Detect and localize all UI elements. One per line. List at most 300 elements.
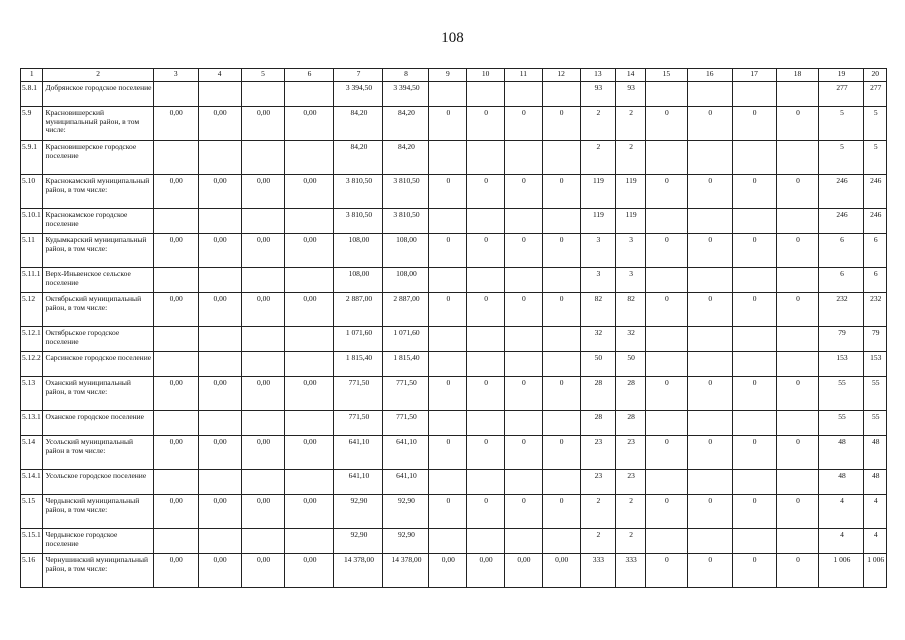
value-cell: 0 bbox=[505, 293, 543, 327]
value-cell: 153 bbox=[819, 352, 864, 377]
value-cell: 6 bbox=[864, 234, 887, 268]
value-cell bbox=[542, 141, 580, 175]
value-cell: 0 bbox=[687, 175, 732, 209]
value-cell: 50 bbox=[580, 352, 616, 377]
value-cell: 0,00 bbox=[241, 495, 285, 529]
value-cell: 0 bbox=[776, 175, 819, 209]
value-cell: 246 bbox=[819, 175, 864, 209]
value-cell: 79 bbox=[819, 327, 864, 352]
value-cell bbox=[542, 268, 580, 293]
value-cell bbox=[467, 82, 505, 107]
value-cell bbox=[645, 327, 687, 352]
value-cell bbox=[429, 529, 467, 554]
row-code-cell: 5.9 bbox=[21, 107, 43, 141]
value-cell bbox=[687, 141, 732, 175]
value-cell: 0,00 bbox=[198, 175, 241, 209]
value-cell bbox=[241, 352, 285, 377]
row-name-cell: Чернушинский муниципальный район, в том числе: bbox=[43, 554, 153, 588]
value-cell: 0,00 bbox=[198, 554, 241, 588]
column-header: 12 bbox=[542, 69, 580, 82]
value-cell: 2 bbox=[616, 141, 646, 175]
value-cell: 23 bbox=[580, 470, 616, 495]
value-cell bbox=[776, 352, 819, 377]
value-cell bbox=[198, 411, 241, 436]
value-cell bbox=[687, 470, 732, 495]
row-name-cell: Кудымкарский муниципальный район, в том числе: bbox=[43, 234, 153, 268]
table-row bbox=[21, 529, 887, 554]
value-cell: 82 bbox=[580, 293, 616, 327]
column-header: 16 bbox=[687, 69, 732, 82]
value-cell: 48 bbox=[864, 470, 887, 495]
row-name-cell: Чердынское городское поселение bbox=[43, 529, 153, 554]
value-cell: 3 394,50 bbox=[383, 82, 429, 107]
value-cell: 32 bbox=[580, 327, 616, 352]
value-cell: 1 815,40 bbox=[383, 352, 429, 377]
value-cell bbox=[241, 141, 285, 175]
value-cell bbox=[429, 470, 467, 495]
table-row bbox=[21, 268, 887, 293]
value-cell: 0,00 bbox=[285, 554, 334, 588]
value-cell bbox=[732, 327, 776, 352]
value-cell: 277 bbox=[819, 82, 864, 107]
column-header: 4 bbox=[198, 69, 241, 82]
value-cell bbox=[776, 529, 819, 554]
value-cell: 0 bbox=[429, 495, 467, 529]
value-cell: 108,00 bbox=[383, 268, 429, 293]
row-code-cell: 5.11 bbox=[21, 234, 43, 268]
value-cell: 2 bbox=[580, 529, 616, 554]
value-cell: 641,10 bbox=[383, 470, 429, 495]
value-cell bbox=[198, 82, 241, 107]
value-cell bbox=[467, 327, 505, 352]
table-row bbox=[21, 209, 887, 234]
value-cell: 28 bbox=[616, 377, 646, 411]
value-cell bbox=[542, 529, 580, 554]
column-header: 9 bbox=[429, 69, 467, 82]
value-cell bbox=[645, 529, 687, 554]
value-cell bbox=[285, 411, 334, 436]
value-cell: 6 bbox=[819, 268, 864, 293]
value-cell: 0,00 bbox=[198, 377, 241, 411]
value-cell: 93 bbox=[580, 82, 616, 107]
value-cell: 5 bbox=[864, 107, 887, 141]
value-cell: 333 bbox=[616, 554, 646, 588]
value-cell bbox=[505, 411, 543, 436]
value-cell bbox=[776, 141, 819, 175]
value-cell: 0 bbox=[467, 175, 505, 209]
table-row bbox=[21, 234, 887, 268]
value-cell: 3 bbox=[580, 268, 616, 293]
value-cell: 0,00 bbox=[241, 234, 285, 268]
value-cell bbox=[732, 82, 776, 107]
value-cell: 0,00 bbox=[198, 293, 241, 327]
column-header: 7 bbox=[334, 69, 383, 82]
value-cell bbox=[542, 352, 580, 377]
value-cell: 0,00 bbox=[153, 175, 198, 209]
value-cell: 246 bbox=[819, 209, 864, 234]
value-cell: 153 bbox=[864, 352, 887, 377]
value-cell: 0 bbox=[645, 377, 687, 411]
value-cell: 0 bbox=[429, 377, 467, 411]
table-row bbox=[21, 352, 887, 377]
value-cell bbox=[198, 470, 241, 495]
table-row bbox=[21, 82, 887, 107]
page-number: 108 bbox=[441, 30, 464, 46]
table-row bbox=[21, 175, 887, 209]
value-cell bbox=[687, 327, 732, 352]
value-cell: 0,00 bbox=[198, 436, 241, 470]
value-cell bbox=[241, 209, 285, 234]
value-cell bbox=[687, 268, 732, 293]
value-cell bbox=[732, 529, 776, 554]
value-cell: 55 bbox=[864, 411, 887, 436]
value-cell: 0 bbox=[542, 107, 580, 141]
value-cell: 0 bbox=[645, 107, 687, 141]
value-cell bbox=[198, 209, 241, 234]
value-cell: 0 bbox=[732, 293, 776, 327]
value-cell: 84,20 bbox=[383, 107, 429, 141]
value-cell: 0 bbox=[467, 436, 505, 470]
value-cell: 0,00 bbox=[153, 495, 198, 529]
value-cell: 0 bbox=[732, 377, 776, 411]
value-cell bbox=[241, 327, 285, 352]
value-cell: 0,00 bbox=[241, 436, 285, 470]
value-cell bbox=[153, 470, 198, 495]
value-cell: 0 bbox=[467, 495, 505, 529]
column-header: 20 bbox=[864, 69, 887, 82]
value-cell bbox=[241, 411, 285, 436]
value-cell: 55 bbox=[819, 377, 864, 411]
value-cell bbox=[285, 209, 334, 234]
value-cell: 2 887,00 bbox=[334, 293, 383, 327]
value-cell bbox=[198, 529, 241, 554]
column-header: 13 bbox=[580, 69, 616, 82]
value-cell bbox=[429, 352, 467, 377]
value-cell: 119 bbox=[580, 175, 616, 209]
row-code-cell: 5.14 bbox=[21, 436, 43, 470]
row-code-cell: 5.14.1 bbox=[21, 470, 43, 495]
column-header: 1 bbox=[21, 69, 43, 82]
table-row bbox=[21, 436, 887, 470]
value-cell: 92,90 bbox=[383, 495, 429, 529]
row-name-cell: Оханское городское поселение bbox=[43, 411, 153, 436]
value-cell bbox=[505, 327, 543, 352]
value-cell bbox=[153, 411, 198, 436]
value-cell bbox=[542, 411, 580, 436]
value-cell bbox=[153, 529, 198, 554]
value-cell: 0,00 bbox=[542, 554, 580, 588]
value-cell bbox=[732, 209, 776, 234]
value-cell: 0 bbox=[732, 107, 776, 141]
row-code-cell: 5.15.1 bbox=[21, 529, 43, 554]
value-cell bbox=[687, 209, 732, 234]
row-code-cell: 5.13.1 bbox=[21, 411, 43, 436]
value-cell: 0 bbox=[776, 495, 819, 529]
value-cell: 0,00 bbox=[467, 554, 505, 588]
value-cell: 0 bbox=[505, 175, 543, 209]
value-cell: 0,00 bbox=[198, 107, 241, 141]
row-name-cell: Октябрьское городское поселение bbox=[43, 327, 153, 352]
table-row bbox=[21, 377, 887, 411]
value-cell: 0,00 bbox=[153, 107, 198, 141]
row-code-cell: 5.16 bbox=[21, 554, 43, 588]
value-cell: 0 bbox=[505, 377, 543, 411]
value-cell: 1 071,60 bbox=[334, 327, 383, 352]
value-cell: 0,00 bbox=[153, 436, 198, 470]
value-cell: 4 bbox=[819, 529, 864, 554]
value-cell bbox=[198, 352, 241, 377]
value-cell: 641,10 bbox=[334, 470, 383, 495]
value-cell: 3 810,50 bbox=[383, 175, 429, 209]
value-cell: 0 bbox=[776, 554, 819, 588]
row-code-cell: 5.11.1 bbox=[21, 268, 43, 293]
value-cell: 771,50 bbox=[334, 377, 383, 411]
value-cell bbox=[285, 352, 334, 377]
value-cell bbox=[429, 411, 467, 436]
value-cell bbox=[776, 327, 819, 352]
value-cell bbox=[687, 352, 732, 377]
value-cell bbox=[467, 268, 505, 293]
value-cell: 28 bbox=[580, 411, 616, 436]
value-cell: 23 bbox=[616, 470, 646, 495]
value-cell: 3 bbox=[580, 234, 616, 268]
row-name-cell: Усольский муниципальный район в том числе: bbox=[43, 436, 153, 470]
value-cell: 0 bbox=[776, 436, 819, 470]
value-cell: 277 bbox=[864, 82, 887, 107]
value-cell: 0,00 bbox=[153, 234, 198, 268]
value-cell bbox=[732, 352, 776, 377]
value-cell: 0 bbox=[776, 107, 819, 141]
value-cell bbox=[645, 141, 687, 175]
value-cell: 0 bbox=[645, 554, 687, 588]
value-cell: 333 bbox=[580, 554, 616, 588]
value-cell bbox=[542, 470, 580, 495]
row-name-cell: Усольское городское поселение bbox=[43, 470, 153, 495]
value-cell: 0 bbox=[467, 107, 505, 141]
value-cell: 4 bbox=[819, 495, 864, 529]
value-cell: 2 bbox=[616, 107, 646, 141]
value-cell: 3 bbox=[616, 234, 646, 268]
value-cell: 28 bbox=[580, 377, 616, 411]
value-cell bbox=[153, 327, 198, 352]
value-cell: 0 bbox=[542, 234, 580, 268]
value-cell: 0 bbox=[732, 234, 776, 268]
value-cell bbox=[687, 529, 732, 554]
value-cell: 1 071,60 bbox=[383, 327, 429, 352]
value-cell: 79 bbox=[864, 327, 887, 352]
value-cell bbox=[285, 82, 334, 107]
value-cell: 0 bbox=[687, 495, 732, 529]
column-header: 2 bbox=[43, 69, 153, 82]
value-cell bbox=[542, 209, 580, 234]
value-cell bbox=[687, 82, 732, 107]
value-cell bbox=[505, 141, 543, 175]
row-name-cell: Октябрьский муниципальный район, в том числе: bbox=[43, 293, 153, 327]
value-cell: 0 bbox=[429, 293, 467, 327]
value-cell bbox=[776, 209, 819, 234]
value-cell: 2 bbox=[580, 495, 616, 529]
value-cell: 0,00 bbox=[285, 293, 334, 327]
value-cell: 55 bbox=[819, 411, 864, 436]
value-cell: 771,50 bbox=[383, 411, 429, 436]
value-cell bbox=[467, 209, 505, 234]
value-cell: 0 bbox=[645, 175, 687, 209]
table-row bbox=[21, 411, 887, 436]
value-cell: 0,00 bbox=[241, 293, 285, 327]
value-cell: 0,00 bbox=[285, 107, 334, 141]
value-cell bbox=[687, 411, 732, 436]
value-cell: 48 bbox=[819, 470, 864, 495]
value-cell: 4 bbox=[864, 529, 887, 554]
value-cell: 92,90 bbox=[383, 529, 429, 554]
value-cell bbox=[153, 352, 198, 377]
column-header: 6 bbox=[285, 69, 334, 82]
value-cell: 48 bbox=[864, 436, 887, 470]
value-cell bbox=[429, 141, 467, 175]
value-cell bbox=[241, 82, 285, 107]
table-header-row bbox=[21, 69, 887, 82]
value-cell: 2 bbox=[580, 107, 616, 141]
row-code-cell: 5.10 bbox=[21, 175, 43, 209]
value-cell: 108,00 bbox=[334, 268, 383, 293]
value-cell: 3 810,50 bbox=[383, 209, 429, 234]
value-cell: 0 bbox=[776, 293, 819, 327]
value-cell bbox=[776, 268, 819, 293]
value-cell bbox=[645, 470, 687, 495]
value-cell: 0,00 bbox=[241, 107, 285, 141]
value-cell: 0 bbox=[429, 107, 467, 141]
value-cell: 0,00 bbox=[241, 175, 285, 209]
value-cell: 232 bbox=[864, 293, 887, 327]
table-row bbox=[21, 495, 887, 529]
value-cell: 0,00 bbox=[285, 436, 334, 470]
value-cell bbox=[505, 209, 543, 234]
value-cell: 0 bbox=[687, 234, 732, 268]
value-cell: 6 bbox=[819, 234, 864, 268]
value-cell bbox=[542, 82, 580, 107]
value-cell bbox=[285, 141, 334, 175]
value-cell: 0 bbox=[732, 175, 776, 209]
value-cell: 0 bbox=[467, 377, 505, 411]
value-cell bbox=[505, 529, 543, 554]
value-cell: 0,00 bbox=[198, 495, 241, 529]
value-cell: 0,00 bbox=[241, 554, 285, 588]
value-cell: 0 bbox=[429, 234, 467, 268]
value-cell: 641,10 bbox=[383, 436, 429, 470]
value-cell: 0 bbox=[505, 436, 543, 470]
value-cell: 28 bbox=[616, 411, 646, 436]
value-cell: 2 bbox=[616, 495, 646, 529]
value-cell bbox=[467, 352, 505, 377]
value-cell: 0,00 bbox=[153, 554, 198, 588]
value-cell: 48 bbox=[819, 436, 864, 470]
value-cell: 119 bbox=[580, 209, 616, 234]
value-cell: 92,90 bbox=[334, 529, 383, 554]
value-cell bbox=[153, 141, 198, 175]
value-cell: 246 bbox=[864, 175, 887, 209]
value-cell: 82 bbox=[616, 293, 646, 327]
value-cell: 84,20 bbox=[334, 141, 383, 175]
value-cell bbox=[285, 327, 334, 352]
value-cell bbox=[241, 470, 285, 495]
value-cell: 0,00 bbox=[241, 377, 285, 411]
row-name-cell: Краснокамский муниципальный район, в том числе: bbox=[43, 175, 153, 209]
column-header: 17 bbox=[732, 69, 776, 82]
value-cell bbox=[505, 82, 543, 107]
row-name-cell: Верх-Иньвенское сельское поселение bbox=[43, 268, 153, 293]
row-name-cell: Сарсинское городское поселение bbox=[43, 352, 153, 377]
value-cell: 0,00 bbox=[198, 234, 241, 268]
column-header: 5 bbox=[241, 69, 285, 82]
value-cell: 0 bbox=[429, 175, 467, 209]
value-cell bbox=[429, 82, 467, 107]
value-cell: 0,00 bbox=[285, 377, 334, 411]
value-cell bbox=[429, 268, 467, 293]
value-cell: 246 bbox=[864, 209, 887, 234]
value-cell: 84,20 bbox=[334, 107, 383, 141]
row-name-cell: Красновишерское городское поселение bbox=[43, 141, 153, 175]
value-cell: 5 bbox=[864, 141, 887, 175]
table-row bbox=[21, 293, 887, 327]
value-cell bbox=[645, 352, 687, 377]
value-cell bbox=[645, 209, 687, 234]
value-cell: 771,50 bbox=[383, 377, 429, 411]
row-name-cell: Красновишерский муниципальный район, в том числе: bbox=[43, 107, 153, 141]
value-cell bbox=[645, 82, 687, 107]
value-cell bbox=[285, 470, 334, 495]
value-cell bbox=[467, 141, 505, 175]
table-row bbox=[21, 107, 887, 141]
value-cell bbox=[776, 470, 819, 495]
value-cell: 0,00 bbox=[153, 293, 198, 327]
value-cell bbox=[542, 327, 580, 352]
value-cell bbox=[776, 411, 819, 436]
value-cell: 2 bbox=[616, 529, 646, 554]
value-cell: 93 bbox=[616, 82, 646, 107]
column-header: 3 bbox=[153, 69, 198, 82]
value-cell: 55 bbox=[864, 377, 887, 411]
row-name-cell: Добрянское городское поселение bbox=[43, 82, 153, 107]
value-cell: 0,00 bbox=[429, 554, 467, 588]
value-cell bbox=[645, 268, 687, 293]
value-cell: 0 bbox=[542, 175, 580, 209]
column-header: 18 bbox=[776, 69, 819, 82]
value-cell: 0 bbox=[542, 377, 580, 411]
value-cell: 1 006 bbox=[819, 554, 864, 588]
value-cell: 23 bbox=[616, 436, 646, 470]
value-cell: 0 bbox=[467, 293, 505, 327]
value-cell bbox=[198, 141, 241, 175]
column-header: 8 bbox=[383, 69, 429, 82]
row-code-cell: 5.15 bbox=[21, 495, 43, 529]
value-cell: 0 bbox=[687, 107, 732, 141]
value-cell: 1 006 bbox=[864, 554, 887, 588]
value-cell: 92,90 bbox=[334, 495, 383, 529]
value-cell: 0,00 bbox=[505, 554, 543, 588]
value-cell bbox=[732, 141, 776, 175]
value-cell bbox=[241, 268, 285, 293]
value-cell: 0,00 bbox=[285, 175, 334, 209]
column-header: 14 bbox=[616, 69, 646, 82]
value-cell: 0 bbox=[687, 377, 732, 411]
column-header: 19 bbox=[819, 69, 864, 82]
value-cell bbox=[505, 470, 543, 495]
value-cell: 2 887,00 bbox=[383, 293, 429, 327]
row-code-cell: 5.12.2 bbox=[21, 352, 43, 377]
value-cell: 5 bbox=[819, 107, 864, 141]
value-cell: 14 378,00 bbox=[383, 554, 429, 588]
value-cell: 0 bbox=[732, 554, 776, 588]
